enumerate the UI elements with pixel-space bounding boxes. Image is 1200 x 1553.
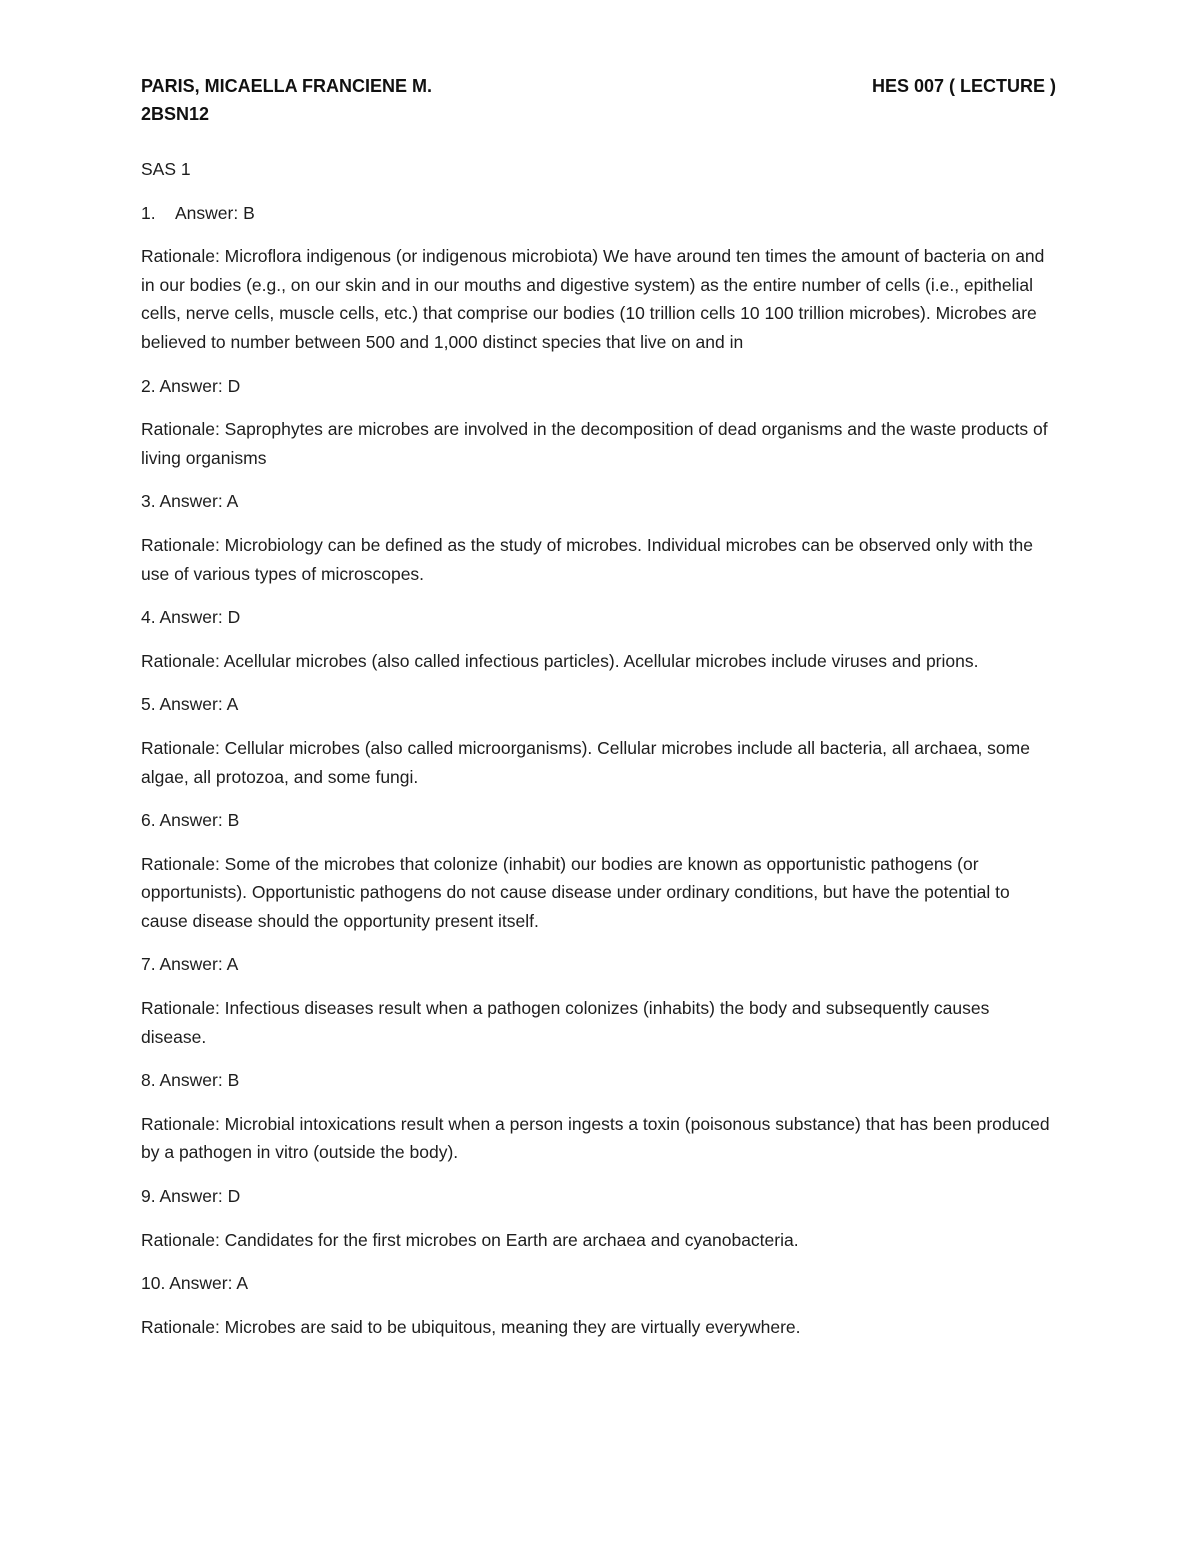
list-item — [141, 690, 1056, 791]
rationale-text: Rationale: Infectious diseases result when a pathogen colonizes (inhabits) the body and subsequently causes disease. — [141, 998, 990, 1047]
list-item — [141, 199, 1056, 357]
list-item — [141, 372, 1056, 473]
rationale-text: Rationale: Microbiology can be defined as the study of microbes. Individual microbes can be observed only with the use of various types of microscopes. — [141, 534, 1034, 584]
list-item — [141, 1182, 1056, 1254]
list-item — [141, 1269, 1056, 1341]
rationale-text: Rationale: Microflora indigenous (or indigenous microbiota) We have around ten times the amount of bacteria on and in our bodies (e.g., on our skin and in our mouths and digestive system) as the entire number of cells (i.e., epithelial cells, nerve cells, muscle cells, etc.) that comprise our bodies (10 trillion cells 10 100 trillion microbes). Microbes are believed to number between 500 and 1,000 distinct species that live on and in — [141, 246, 1045, 352]
answer-line: 5. Answer: A — [141, 694, 239, 715]
item-number: 1. — [141, 202, 156, 223]
rationale-text: Rationale: Some of the microbes that colonize (inhabit) our bodies are known as opportunistic pathogens (or opportunists). Opportunistic pathogens do not cause disease under ordinary conditions, but have the potential to cause disease should the opportunity present itself. — [141, 853, 1010, 931]
rationale-text: Rationale: Acellular microbes (also called infectious particles). Acellular microbes include viruses and prions. — [141, 650, 979, 671]
course-code: HES 007 ( LECTURE ) — [871, 76, 1056, 96]
answer-line — [141, 199, 1056, 228]
answer-line: 9. Answer: D — [141, 1186, 241, 1207]
answer-line: 3. Answer: A — [141, 491, 239, 512]
list-item — [141, 1066, 1056, 1167]
rationale-text: Rationale: Cellular microbes (also called microorganisms). Cellular microbes include all bacteria, all archaea, some algae, all protozoa, and some fungi. — [141, 737, 1030, 787]
rationale-text: Rationale: Microbes are said to be ubiquitous, meaning they are virtually everywhere. — [141, 1316, 801, 1337]
answer-line: 10. Answer: A — [141, 1273, 249, 1294]
rationale-text: Rationale: Microbial intoxications result when a person ingests a toxin (poisonous substance) that has been produced by a pathogen in vitro (outside the body). — [141, 1113, 1050, 1163]
answer-text: Answer: B — [175, 202, 255, 223]
document-title: SAS 1 — [141, 159, 191, 179]
document-page — [141, 72, 1056, 1341]
list-item — [141, 950, 1056, 1051]
list-item — [141, 487, 1056, 588]
list-item — [141, 806, 1056, 935]
answer-line: 7. Answer: A — [141, 954, 239, 975]
list-item — [141, 603, 1056, 675]
rationale-text: Rationale: Candidates for the first microbes on Earth are archaea and cyanobacteria. — [141, 1229, 799, 1250]
answer-line: 4. Answer: D — [141, 607, 241, 628]
document-header — [141, 72, 1056, 100]
answer-line: 8. Answer: B — [141, 1070, 240, 1091]
answer-line: 2. Answer: D — [141, 375, 241, 396]
answer-line: 6. Answer: B — [141, 810, 240, 831]
rationale-text: Rationale: Saprophytes are microbes are involved in the decomposition of dead organisms and the waste products of living organisms — [141, 419, 1048, 468]
student-name: PARIS, MICAELLA FRANCIENE M. — [141, 76, 432, 96]
student-section: 2BSN12 — [141, 104, 210, 124]
